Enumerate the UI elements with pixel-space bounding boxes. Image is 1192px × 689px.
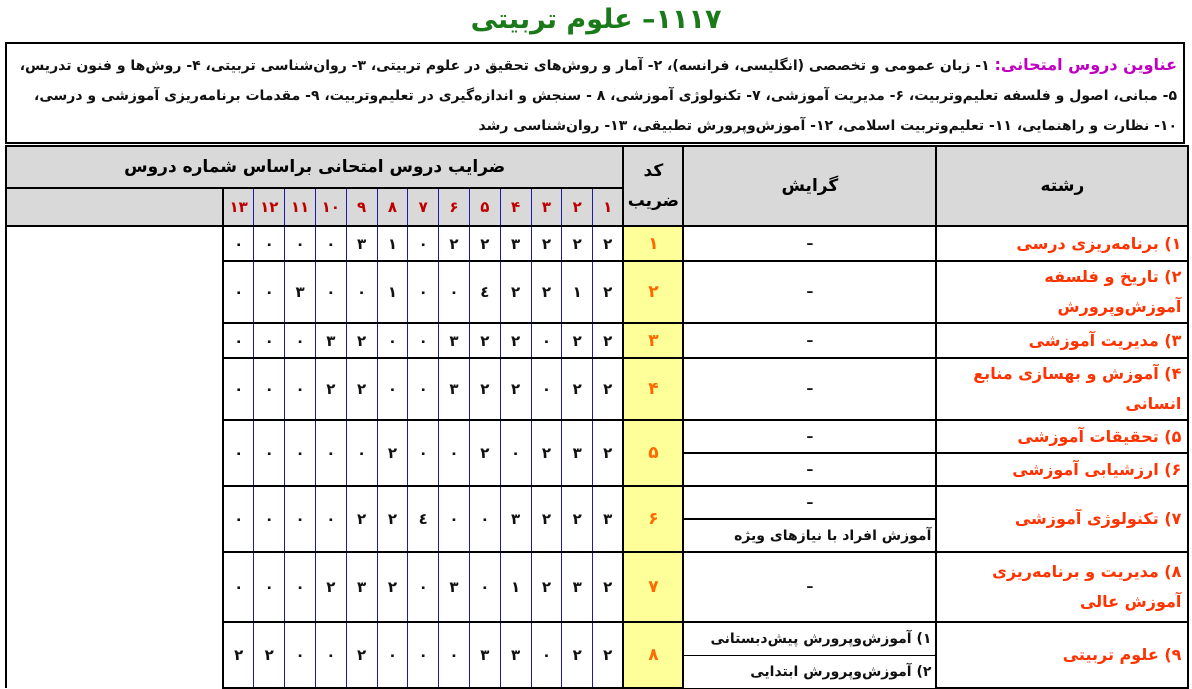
coefficient-value: ۰ — [377, 323, 408, 358]
coefficient-value: ۳ — [439, 552, 470, 622]
blank-cell — [6, 323, 223, 358]
coefficient-value: ۲ — [593, 552, 624, 622]
coefficient-value: ۲ — [500, 323, 531, 358]
coefficient-value: ۳ — [500, 486, 531, 552]
coefficients-table — [5, 145, 1189, 689]
table-row — [6, 358, 1188, 420]
coefficient-value: ۰ — [254, 323, 285, 358]
coefficient-value: ۰ — [223, 226, 254, 261]
coefficient-value: ۲ — [315, 552, 346, 622]
header-code-top: کد — [643, 161, 664, 181]
coefficient-value: ۳ — [285, 261, 316, 323]
coefficient-value: ۰ — [469, 486, 500, 552]
coefficient-value: ۰ — [408, 622, 439, 688]
coefficient-value: ۰ — [315, 420, 346, 486]
field-name: ۵) تحقیقات آموزشی — [936, 420, 1188, 453]
coefficient-value: ۲ — [562, 323, 593, 358]
coefficient-value: ۲ — [346, 486, 377, 552]
table-body — [6, 226, 1188, 688]
coefficient-value: ۲ — [469, 323, 500, 358]
specialization: ۱) آموزش‌وپرورش پیش‌دبستانی — [683, 622, 936, 655]
table-row — [6, 552, 1188, 622]
coefficient-code: ۸ — [623, 622, 683, 688]
header-coefficients: ضرایب دروس امتحانی براساس شماره دروس — [6, 146, 623, 188]
coefficient-value: ۳ — [593, 486, 624, 552]
coefficient-value: ۰ — [254, 420, 285, 486]
coefficient-value: ۰ — [408, 358, 439, 420]
coefficient-value: ۳ — [562, 420, 593, 486]
field-name: ۳) مدیریت آموزشی — [936, 323, 1188, 358]
blank-cell — [6, 261, 223, 323]
coefficient-value: ۰ — [315, 622, 346, 688]
coefficient-code: ۶ — [623, 486, 683, 552]
course-number-header: ۶ — [439, 188, 470, 226]
blank-cell — [6, 622, 223, 688]
header-code — [623, 146, 683, 226]
coefficient-value: ۰ — [254, 226, 285, 261]
coefficient-value: ۲ — [469, 358, 500, 420]
coefficient-value: ۰ — [531, 622, 562, 688]
table-row — [6, 323, 1188, 358]
coefficient-value: ۲ — [500, 261, 531, 323]
coefficient-value: ۲ — [593, 622, 624, 688]
blank-cell — [6, 486, 223, 552]
specialization: – — [683, 261, 936, 323]
course-number-header: ۱ — [593, 188, 624, 226]
field-name: ۴) آموزش و بهسازی منابع انسانی — [936, 358, 1188, 420]
coefficient-value: ۳ — [439, 323, 470, 358]
coefficient-value: ۰ — [531, 323, 562, 358]
coefficient-value: ۰ — [285, 622, 316, 688]
table-row — [6, 622, 1188, 655]
coefficient-value: ۰ — [254, 261, 285, 323]
coefficient-value: ۲ — [223, 622, 254, 688]
field-name: ۶) ارزشیابی آموزشی — [936, 453, 1188, 486]
coefficient-value: ۰ — [315, 226, 346, 261]
coefficient-value: ۰ — [254, 552, 285, 622]
coefficient-value: ۲ — [562, 622, 593, 688]
table-row — [6, 261, 1188, 323]
course-number-header: ۵ — [469, 188, 500, 226]
coefficient-value: ۰ — [285, 486, 316, 552]
coefficient-value: ۰ — [254, 358, 285, 420]
coefficient-value: ۰ — [531, 358, 562, 420]
header-code-bottom: ضریب — [627, 191, 680, 211]
coefficient-value: ۲ — [562, 486, 593, 552]
course-number-header: ۷ — [408, 188, 439, 226]
table-row — [6, 226, 1188, 261]
coefficient-value: ۲ — [531, 552, 562, 622]
blank-cell — [6, 358, 223, 420]
course-number-header: ۱۲ — [254, 188, 285, 226]
coefficient-code: ۵ — [623, 420, 683, 486]
coefficient-value: ۰ — [439, 420, 470, 486]
table-row — [6, 486, 1188, 519]
coefficient-value: ۲ — [593, 261, 624, 323]
coefficient-value: ۰ — [408, 420, 439, 486]
course-number-header: ۴ — [500, 188, 531, 226]
coefficient-value: ۰ — [223, 323, 254, 358]
specialization: – — [683, 486, 936, 519]
coefficient-value: ۰ — [377, 622, 408, 688]
coefficient-value: ۲ — [593, 420, 624, 486]
coefficient-value: ۰ — [223, 420, 254, 486]
coefficient-value: ۰ — [346, 420, 377, 486]
coefficient-value: ۲ — [531, 420, 562, 486]
coefficient-value: ۰ — [439, 622, 470, 688]
coefficient-value: ۲ — [377, 420, 408, 486]
field-name: ۲) تاریخ و فلسفه آموزش‌وپرورش — [936, 261, 1188, 323]
coefficient-value: ۱ — [500, 552, 531, 622]
coefficient-value: ۲ — [593, 323, 624, 358]
coefficient-value: ۰ — [285, 323, 316, 358]
coefficient-value: ۰ — [285, 552, 316, 622]
blank-cell — [6, 420, 223, 486]
coefficient-value: ۲ — [346, 622, 377, 688]
coefficient-value: ۰ — [254, 486, 285, 552]
coefficient-value: ۱ — [377, 261, 408, 323]
coefficient-value: ۰ — [408, 261, 439, 323]
coefficient-value: ۰ — [223, 261, 254, 323]
coefficient-value: ۲ — [531, 226, 562, 261]
coefficient-value: ۰ — [315, 261, 346, 323]
coefficient-value: ۲ — [315, 358, 346, 420]
coefficient-code: ۳ — [623, 323, 683, 358]
coefficient-value: ۰ — [285, 420, 316, 486]
coefficient-value: ۳ — [562, 552, 593, 622]
coefficient-value: ۰ — [439, 261, 470, 323]
blank-cell — [6, 552, 223, 622]
coefficient-value: ۰ — [285, 358, 316, 420]
course-number-header: ۳ — [531, 188, 562, 226]
coefficient-value: ۲ — [439, 226, 470, 261]
coefficient-value: ۱ — [377, 226, 408, 261]
specialization: آموزش افراد با نیازهای ویژه — [683, 519, 936, 552]
coefficient-value: ۰ — [285, 226, 316, 261]
specialization: – — [683, 358, 936, 420]
coefficient-value: ۳ — [469, 622, 500, 688]
intro-text: ۱- زبان عمومی و تخصصی (انگلیسی، فرانسه)، ۲- آمار و روش‌های تحقیق در علوم تربیتی، ۳- روان‌شناسی تربیتی، ۴- روش‌ها و فنون تدریس، ۵- مبانی، اصول و فلسفه تعلیم‌وتربیت، ۶- مدیریت آموزشی، ۷- تکنولوژی آموزشی، ۸ - سنجش و اندازه‌گیری در تعلیم‌وتربیت، ۹- مقدمات برنامه‌ریزی آموزشی و درسی، ۱۰- نظارت و راهنمایی، ۱۱- تعلیم‌وتربیت اسلامی، ۱۲- آموزش‌وپرورش تطبیقی، ۱۳- روان‌شناسی رشد — [19, 58, 1177, 134]
coefficient-value: ۳ — [346, 552, 377, 622]
course-number-header: ۹ — [346, 188, 377, 226]
coefficient-value: ۰ — [223, 552, 254, 622]
course-number-header: ۲ — [562, 188, 593, 226]
coefficient-value: ۳ — [500, 622, 531, 688]
course-number-header: ۱۳ — [223, 188, 254, 226]
coefficient-value: ۲ — [254, 622, 285, 688]
table-row — [6, 420, 1188, 453]
specialization: – — [683, 420, 936, 453]
coefficient-value: ۲ — [346, 323, 377, 358]
page-title: ۱۱۱۷– علوم تربیتی — [470, 4, 722, 35]
coefficient-value: ۲ — [377, 552, 408, 622]
coefficient-value: ۲ — [377, 486, 408, 552]
header-field: رشته — [936, 146, 1188, 226]
coefficient-value: ٤ — [408, 486, 439, 552]
coefficient-value: ۳ — [500, 226, 531, 261]
blank-cell — [6, 226, 223, 261]
coefficient-value: ۲ — [562, 358, 593, 420]
coefficient-value: ۲ — [346, 358, 377, 420]
coefficient-code: ۷ — [623, 552, 683, 622]
coefficient-value: ۳ — [439, 358, 470, 420]
exam-courses-intro — [5, 42, 1185, 144]
specialization: ۲) آموزش‌وپرورش ابتدایی — [683, 655, 936, 688]
specialization: – — [683, 552, 936, 622]
coefficient-value: ۱ — [562, 261, 593, 323]
coefficient-code: ۱ — [623, 226, 683, 261]
coefficient-value: ۲ — [562, 226, 593, 261]
header-blank — [6, 188, 223, 226]
coefficient-code: ۴ — [623, 358, 683, 420]
coefficient-value: ۰ — [439, 486, 470, 552]
header-specialization: گرایش — [683, 146, 936, 226]
specialization: – — [683, 226, 936, 261]
coefficient-value: ۰ — [377, 358, 408, 420]
specialization: – — [683, 323, 936, 358]
coefficient-value: ۰ — [223, 358, 254, 420]
coefficient-value: ۳ — [315, 323, 346, 358]
intro-lead: عناوین دروس امتحانی: — [994, 55, 1177, 74]
coefficient-value: ۲ — [469, 420, 500, 486]
field-name: ۱) برنامه‌ریزی درسی — [936, 226, 1188, 261]
coefficient-value: ۲ — [531, 486, 562, 552]
coefficient-value: ۰ — [408, 323, 439, 358]
coefficient-value: ۲ — [531, 261, 562, 323]
coefficient-code: ۲ — [623, 261, 683, 323]
course-number-header: ۱۱ — [285, 188, 316, 226]
coefficient-value: ۰ — [408, 552, 439, 622]
coefficient-value: ۰ — [500, 420, 531, 486]
field-name: ۷) تکنولوژی آموزشی — [936, 486, 1188, 552]
coefficient-value: ۰ — [315, 486, 346, 552]
coefficient-value: ۳ — [346, 226, 377, 261]
coefficient-value: ٤ — [469, 261, 500, 323]
specialization: – — [683, 453, 936, 486]
coefficient-value: ۰ — [469, 552, 500, 622]
coefficient-value: ۲ — [593, 358, 624, 420]
coefficient-value: ۰ — [408, 226, 439, 261]
coefficient-value: ۲ — [500, 358, 531, 420]
coefficient-value: ۲ — [593, 226, 624, 261]
coefficient-value: ۲ — [469, 226, 500, 261]
field-name: ۹) علوم تربیتی — [936, 622, 1188, 688]
coefficient-value: ۰ — [223, 486, 254, 552]
field-name: ۸) مدیریت و برنامه‌ریزی آموزش عالی — [936, 552, 1188, 622]
course-number-header: ۸ — [377, 188, 408, 226]
coefficient-value: ۰ — [346, 261, 377, 323]
course-number-header: ۱۰ — [315, 188, 346, 226]
